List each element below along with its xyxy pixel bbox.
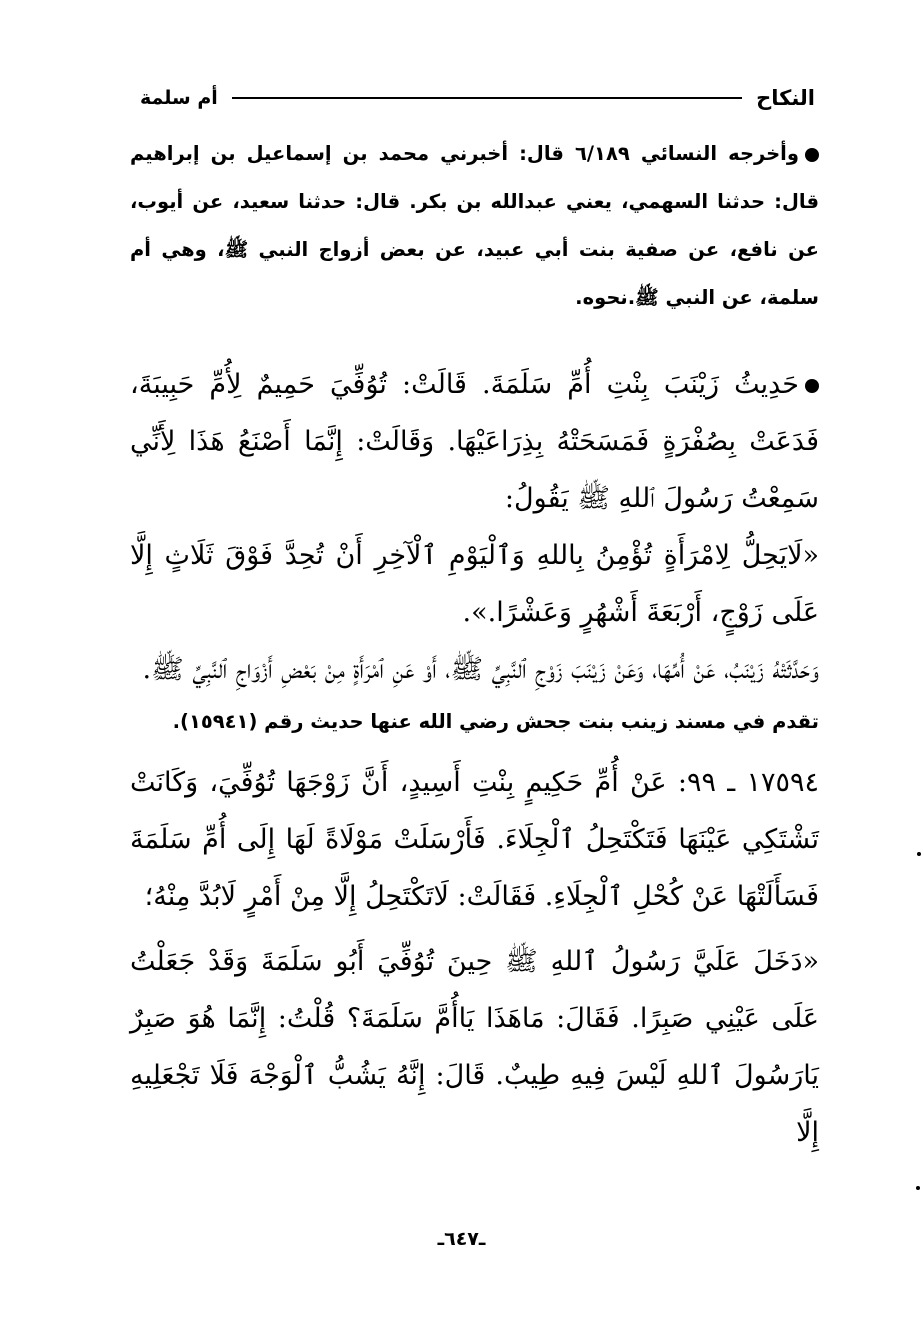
page-body <box>130 130 819 1161</box>
page-number: ـ٦٤٧ـ <box>437 1228 486 1250</box>
scan-mark <box>916 1186 920 1190</box>
hadith-17594: ١٧٥٩٤ ـ ٩٩: عَنْ أُمِّ حَكِيمٍ بِنْتِ أَسِيدٍ، أَنَّ زَوْجَهَا تُوُفِّيَ، وَكَانَتْ تَشْتَكِي عَيْنَهَا فَتَكْتَحِلُ ٱلْجِلَاءَ. فَأَرْسَلَتْ مَوْلَاةً لَهَا إِلَى أُمِّ سَلَمَةَ فَسَأَلَتْهَا عَنْ كُحْلِ ٱلْجِلَاءِ. فَقَالَتْ: لَاتَكْتَحِلُ إِلَّا مِنْ أَمْرٍ لَابُدَّ مِنْهُ؛ <box>130 767 820 912</box>
hadith-continuation: وَحَدَّثَتْهُ زَيْنَبُ، عَنْ أُمِّهَا، وَعَنْ زَيْنَبَ زَوْجِ ٱلنَّبِيِّ ﷺ، أَوْ عَنِ ٱمْرَأَةٍ مِنْ بَعْضِ أَزْوَاجِ ٱلنَّبِيِّ ﷺ. <box>142 654 819 685</box>
bullet-icon <box>805 379 819 393</box>
narrator-name: أم سلمة <box>140 87 218 109</box>
hadith-zaynab: حَدِيثُ زَيْنَبَ بِنْتِ أُمِّ سَلَمَةَ. قَالَتْ: تُوُفِّيَ حَمِيمٌ لِأُمِّ حَبِيبَةَ، فَدَعَتْ بِصُفْرَةٍ فَمَسَحَتْهُ بِذِرَاعَيْهَا. وَقَالَتْ: إِنَّمَا أَصْنَعُ هَذَا لِأَنِّي سَمِعْتُ رَسُولَ ٱللهِ ﷺ يَقُولُ: <box>130 369 819 514</box>
scan-mark <box>917 852 921 856</box>
hadith-17594-quote: «دَخَلَ عَلَيَّ رَسُولُ ٱللهِ ﷺ حِينَ تُوُفِّيَ أَبُو سَلَمَةَ وَقَدْ جَعَلْتُ عَلَى عَيْنِي صَبِرًا. فَقَالَ: مَاهَذَا يَاأُمَّ سَلَمَةَ؟ قُلْتُ: إِنَّمَا هُوَ صَبِرٌ يَارَسُولَ ٱللهِ لَيْسَ فِيهِ طِيبٌ. قَالَ: إِنَّهُ يَشُبُّ ٱلْوَجْهَ فَلَا تَجْعَلِيهِ إِلَّا <box>130 946 819 1148</box>
bullet-icon <box>805 148 819 162</box>
takhrij-paragraph: وأخرجه النسائي ٦/١٨٩ قال: أخبرني محمد بن إسماعيل بن إبراهيم قال: حدثنا السهمي، يعني عبدالله بن بكر. قال: حدثنا سعيد، عن أيوب، عن نافع، عن صفية بنت أبي عبيد، عن بعض أزواج النبي ﷺ، وهي أم سلمة، عن النبي ﷺ.نحوه. <box>130 142 819 309</box>
header-rule <box>232 97 742 99</box>
chapter-title: النكاح <box>756 86 815 110</box>
hadith-quote: «لَايَحِلُّ لِامْرَأَةٍ تُؤْمِنُ بِاللهِ وَٱلْيَوْمِ ٱلْآخِرِ أَنْ تُحِدَّ فَوْقَ ثَلَاثٍ إِلَّا عَلَى زَوْجٍ، أَرْبَعَةَ أَشْهُرٍ وَعَشْرًا.». <box>130 540 819 628</box>
running-header <box>140 78 815 118</box>
cross-reference-note: تقدم في مسند زينب بنت جحش رضي الله عنها حديث رقم (١٥٩٤١). <box>172 710 819 733</box>
